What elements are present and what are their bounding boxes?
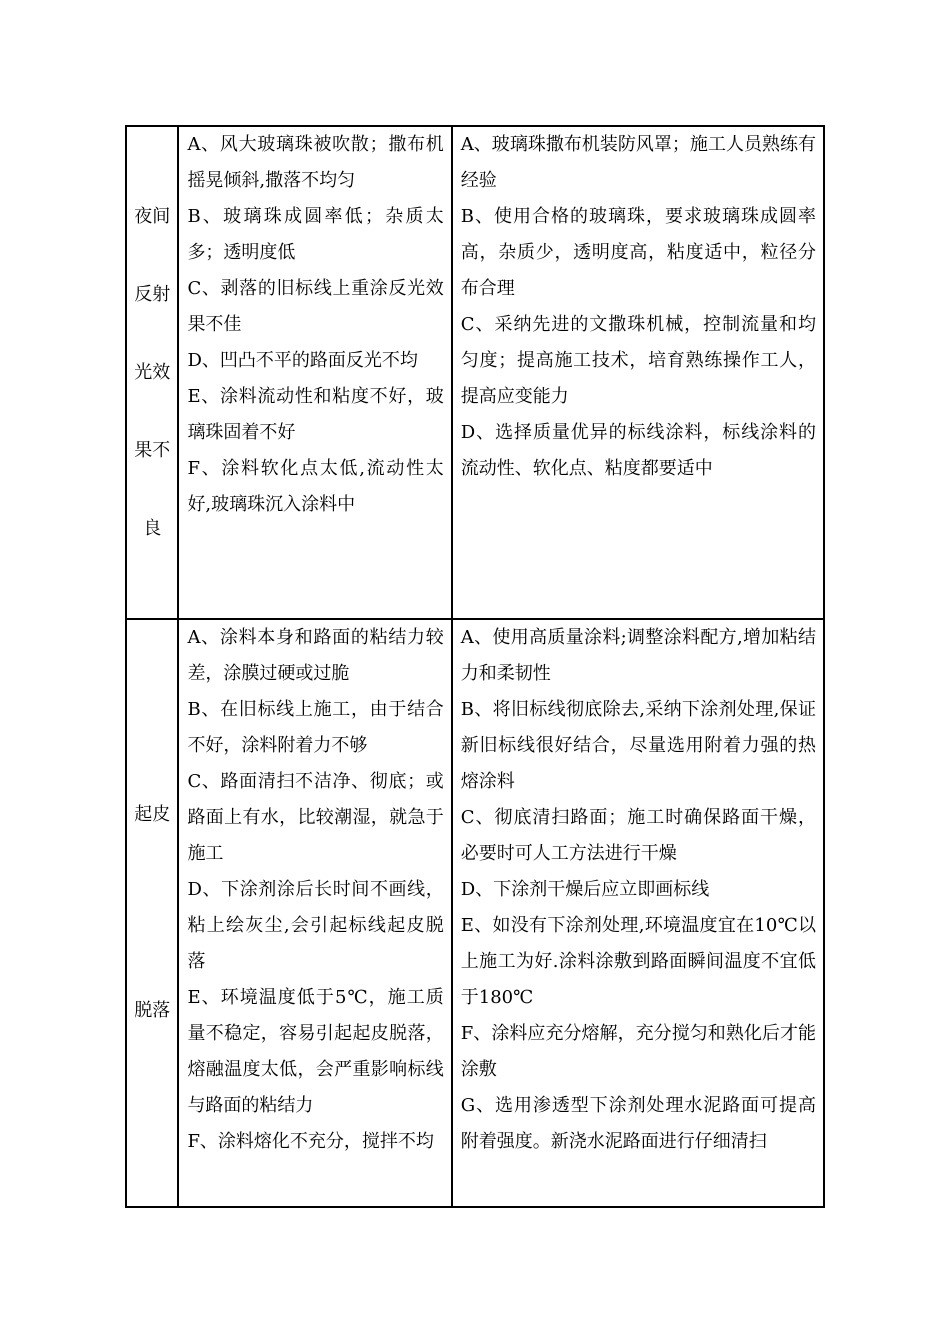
- measure-item: B、使用合格的玻璃珠，要求玻璃珠成圆率高，杂质少，透明度高，粘度适中，粒径分布合理: [460, 206, 816, 299]
- issue-label: 夜间: [134, 205, 171, 227]
- defects-table: [125, 125, 825, 1208]
- measure-item: B、将旧标线彻底除去,采纳下涂剂处理,保证新旧标线很好结合，尽量选用附着力强的热熔涂料: [460, 699, 816, 792]
- measure-item: D、下涂剂干燥后应立即画标线: [460, 879, 710, 900]
- issue-label: 光效: [134, 361, 171, 383]
- measure-item: E、如没有下涂剂处理,环境温度宜在10℃以上施工为好.涂料涂敷到路面瞬间温度不宜低于180℃: [460, 915, 816, 1008]
- issue-label: 反射: [134, 283, 171, 305]
- cause-item: B、玻璃珠成圆率低；杂质太多；透明度低: [187, 206, 444, 263]
- measures-cell: [452, 619, 824, 1207]
- issue-label: 果不: [134, 439, 171, 461]
- measure-item: A、使用高质量涂料;调整涂料配方,增加粘结力和柔韧性: [460, 627, 816, 684]
- causes-cell: [178, 126, 451, 619]
- cause-item: E、环境温度低于5℃，施工质量不稳定，容易引起起皮脱落，熔融温度太低，会严重影响标线与路面的粘结力: [187, 987, 444, 1116]
- measure-item: D、选择质量优异的标线涂料，标线涂料的流动性、软化点、粘度都要适中: [460, 422, 816, 479]
- measure-item: A、玻璃珠撒布机装防风罩；施工人员熟练有经验: [460, 134, 816, 191]
- measure-item: F、涂料应充分熔解，充分搅匀和熟化后才能涂敷: [460, 1023, 816, 1080]
- table-row: [126, 619, 824, 1207]
- cause-item: B、在旧标线上施工，由于结合不好，涂料附着力不够: [187, 699, 444, 756]
- measures-cell: [452, 126, 824, 619]
- cause-item: A、涂料本身和路面的粘结力较差，涂膜过硬或过脆: [187, 627, 444, 684]
- measure-item: C、采纳先进的文撒珠机械，控制流量和均匀度；提高施工技术，培育熟练操作工人，提高应变能力: [460, 314, 816, 407]
- cause-item: E、涂料流动性和粘度不好，玻璃珠固着不好: [187, 386, 444, 443]
- cause-item: A、风大玻璃珠被吹散；撒布机摇晃倾斜,撒落不均匀: [187, 134, 444, 191]
- cause-item: D、凹凸不平的路面反光不均: [187, 350, 418, 371]
- cause-item: D、下涂剂涂后长时间不画线，粘上绘灰尘,会引起标线起皮脱落: [187, 879, 444, 972]
- causes-cell: [178, 619, 451, 1207]
- cause-item: C、剥落的旧标线上重涂反光效果不佳: [187, 278, 444, 335]
- issue-cell: [126, 619, 178, 1207]
- issue-cell: [126, 126, 178, 619]
- cause-item: F、涂料熔化不充分，搅拌不均: [187, 1131, 434, 1152]
- table-row: [126, 126, 824, 619]
- measure-item: G、选用渗透型下涂剂处理水泥路面可提高附着强度。新浇水泥路面进行仔细清扫: [460, 1095, 816, 1152]
- measure-item: C、彻底清扫路面；施工时确保路面干燥，必要时可人工方法进行干燥: [460, 807, 816, 864]
- cause-item: C、路面清扫不洁净、彻底；或路面上有水，比较潮湿，就急于施工: [187, 771, 444, 864]
- cause-item: F、涂料软化点太低,流动性太好,玻璃珠沉入涂料中: [187, 458, 444, 515]
- issue-label: 脱落: [134, 1000, 171, 1021]
- issue-label: 起皮: [134, 804, 171, 825]
- issue-label: 良: [143, 517, 162, 539]
